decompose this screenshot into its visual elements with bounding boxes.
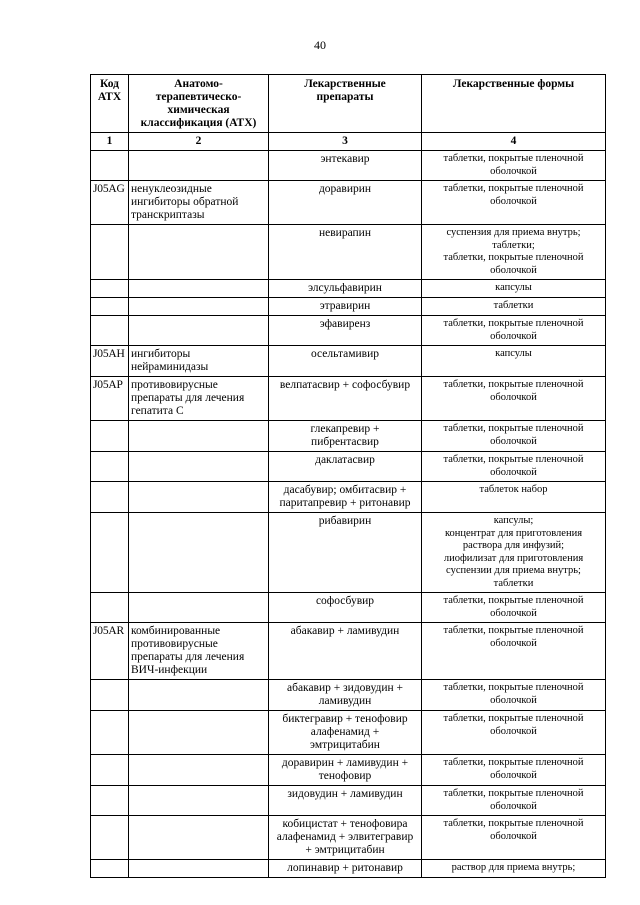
classification-cell <box>129 755 269 786</box>
drug-cell: невирапин <box>269 225 422 280</box>
classification-cell <box>129 316 269 346</box>
code-cell <box>91 151 129 181</box>
classification-cell: комбинированные противовирусные препараты для лечения ВИЧ-инфекции <box>129 623 269 680</box>
table-row <box>91 452 606 482</box>
table-body <box>91 151 606 878</box>
dosage-form-cell: таблетки, покрытые пленочной оболочкой <box>422 816 606 860</box>
drug-cell: даклатасвир <box>269 452 422 482</box>
code-cell <box>91 482 129 513</box>
table-row <box>91 755 606 786</box>
code-cell <box>91 316 129 346</box>
table-row <box>91 421 606 452</box>
classification-cell <box>129 151 269 181</box>
dosage-form-cell: таблеток набор <box>422 482 606 513</box>
drug-cell: рибавирин <box>269 513 422 593</box>
drug-cell: энтекавир <box>269 151 422 181</box>
classification-cell <box>129 786 269 816</box>
classification-cell: ненуклеозидные ингибиторы обратной транскриптазы <box>129 181 269 225</box>
table-row <box>91 711 606 755</box>
dosage-form-cell: таблетки, покрытые пленочной оболочкой <box>422 786 606 816</box>
drug-cell: элсульфавирин <box>269 280 422 298</box>
dosage-form-cell: таблетки, покрытые пленочной оболочкой <box>422 181 606 225</box>
code-cell <box>91 225 129 280</box>
column-number: 3 <box>269 133 422 151</box>
dosage-form-cell: капсулы; концентрат для приготовления раствора для инфузий; лиофилизат для приготовления суспензии для приема внутрь; таблетки <box>422 513 606 593</box>
code-cell <box>91 452 129 482</box>
classification-cell <box>129 482 269 513</box>
drug-cell: глекапревир + пибрентасвир <box>269 421 422 452</box>
table-row <box>91 298 606 316</box>
dosage-form-cell: суспензия для приема внутрь; таблетки; таблетки, покрытые пленочной оболочкой <box>422 225 606 280</box>
dosage-form-cell: таблетки, покрытые пленочной оболочкой <box>422 593 606 623</box>
table-row <box>91 346 606 377</box>
drug-cell: этравирин <box>269 298 422 316</box>
drug-cell: абакавир + ламивудин <box>269 623 422 680</box>
code-cell <box>91 593 129 623</box>
code-cell <box>91 280 129 298</box>
table-row <box>91 816 606 860</box>
classification-cell <box>129 298 269 316</box>
drug-cell: биктегравир + тенофовир алафенамид + эмтрицитабин <box>269 711 422 755</box>
table-row <box>91 377 606 421</box>
table-row <box>91 181 606 225</box>
code-cell: J05AR <box>91 623 129 680</box>
drug-cell: абакавир + зидовудин + ламивудин <box>269 680 422 711</box>
dosage-form-cell: таблетки, покрытые пленочной оболочкой <box>422 755 606 786</box>
drug-cell: кобицистат + тенофовира алафенамид + элвитегравир + эмтрицитабин <box>269 816 422 860</box>
dosage-form-cell: таблетки <box>422 298 606 316</box>
classification-cell <box>129 816 269 860</box>
dosage-form-cell: капсулы <box>422 280 606 298</box>
classification-cell <box>129 680 269 711</box>
code-cell <box>91 711 129 755</box>
dosage-form-cell: таблетки, покрытые пленочной оболочкой <box>422 421 606 452</box>
dosage-form-cell: таблетки, покрытые пленочной оболочкой <box>422 623 606 680</box>
code-cell <box>91 755 129 786</box>
table-row <box>91 316 606 346</box>
classification-cell: противовирусные препараты для лечения гепатита С <box>129 377 269 421</box>
table-header <box>91 75 606 151</box>
dosage-form-cell: таблетки, покрытые пленочной оболочкой <box>422 680 606 711</box>
classification-cell <box>129 711 269 755</box>
code-cell: J05AH <box>91 346 129 377</box>
table-row <box>91 623 606 680</box>
dosage-form-cell: таблетки, покрытые пленочной оболочкой <box>422 452 606 482</box>
drug-cell: велпатасвир + софосбувир <box>269 377 422 421</box>
classification-cell <box>129 593 269 623</box>
drug-cell: зидовудин + ламивудин <box>269 786 422 816</box>
header-code: Код АТХ <box>91 75 129 133</box>
dosage-form-cell: таблетки, покрытые пленочной оболочкой <box>422 151 606 181</box>
table-row <box>91 786 606 816</box>
header-drugs: Лекарственные препараты <box>269 75 422 133</box>
code-cell: J05AG <box>91 181 129 225</box>
table-row <box>91 860 606 878</box>
drug-cell: осельтамивир <box>269 346 422 377</box>
drug-cell: эфавиренз <box>269 316 422 346</box>
code-cell <box>91 513 129 593</box>
code-cell <box>91 421 129 452</box>
header-classification: Анатомо- терапевтическо- химическая классификация (АТХ) <box>129 75 269 133</box>
table-row <box>91 280 606 298</box>
atc-drug-table <box>90 74 606 878</box>
column-number: 1 <box>91 133 129 151</box>
header-row <box>91 75 606 133</box>
classification-cell <box>129 452 269 482</box>
code-cell <box>91 816 129 860</box>
column-number: 4 <box>422 133 606 151</box>
table-row <box>91 482 606 513</box>
dosage-form-cell: капсулы <box>422 346 606 377</box>
drug-cell: софосбувир <box>269 593 422 623</box>
column-number-row <box>91 133 606 151</box>
table-row <box>91 513 606 593</box>
code-cell: J05AP <box>91 377 129 421</box>
classification-cell <box>129 513 269 593</box>
dosage-form-cell: таблетки, покрытые пленочной оболочкой <box>422 711 606 755</box>
table-row <box>91 593 606 623</box>
drug-cell: доравирин + ламивудин + тенофовир <box>269 755 422 786</box>
table-row <box>91 151 606 181</box>
classification-cell: ингибиторы нейраминидазы <box>129 346 269 377</box>
classification-cell <box>129 280 269 298</box>
page-number: 40 <box>314 38 326 52</box>
dosage-form-cell: таблетки, покрытые пленочной оболочкой <box>422 316 606 346</box>
table-row <box>91 225 606 280</box>
table-row <box>91 680 606 711</box>
dosage-form-cell: раствор для приема внутрь; <box>422 860 606 878</box>
column-number: 2 <box>129 133 269 151</box>
drug-cell: доравирин <box>269 181 422 225</box>
dosage-form-cell: таблетки, покрытые пленочной оболочкой <box>422 377 606 421</box>
code-cell <box>91 680 129 711</box>
code-cell <box>91 860 129 878</box>
classification-cell <box>129 860 269 878</box>
classification-cell <box>129 225 269 280</box>
classification-cell <box>129 421 269 452</box>
code-cell <box>91 298 129 316</box>
code-cell <box>91 786 129 816</box>
header-forms: Лекарственные формы <box>422 75 606 133</box>
drug-cell: лопинавир + ритонавир <box>269 860 422 878</box>
drug-cell: дасабувир; омбитасвир + паритапревир + ритонавир <box>269 482 422 513</box>
